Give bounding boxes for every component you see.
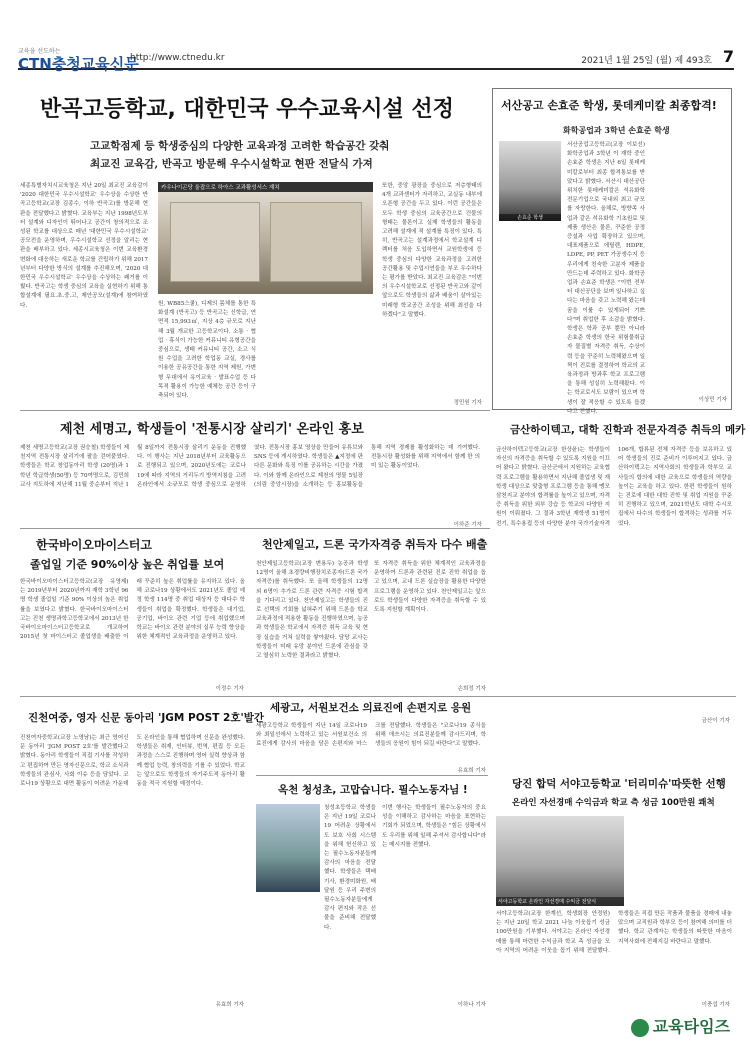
lead-body-col1: 세종특별자치시교육청은 지난 20일 최교진 교육감이 '2020 대한민국 우수시설학교' 우수상을 수상한 반곡고등학교(교장 김종수, 이하 반곡고)를 방문해 현판을 전달했다고 밝혔다. 교육부는 지난 1998년도부터 설계와 디자인이 뛰어나고 공간이 창의적으로 조성된 학교를 대상으로 매년 '대한민국 우수시설학교' 공모전을 운영하며, 우수시설학교 선정을 알리는 현판을 배부하고 있다. 세종시교육청은 이번 교육환경 변화에 대응하는 새로운 학교를 건립하기 위해 2017년부터 다양한 방식의 설계를 추진해오며, '2020 대한민국 우수시설학교' 우수상을 수상하는 쾌거를 이뤘다. 반곡고는 학생 중심의 교육을 실현하기 위해 통합설계에 필요.초.중.고, 제안공모(설계)에 참여하였다. <box>20 183 148 309</box>
row4-right-byline: 이충섭 기자 <box>701 1002 730 1008</box>
row2-left-headline: 제천 세명고, 학생들이 '전통시장 살리기' 온라인 홍보 <box>60 422 364 437</box>
row4-mid2-byline: 이하나 기자 <box>457 1002 486 1008</box>
row3-left-subhead: 졸업일 기준 90%이상 높은 취업률 보여 <box>30 558 225 571</box>
top-right-headline: 서산공고 손효준 학생, 롯데케미칼 최종합격! <box>501 99 717 112</box>
top-right-body-col2 <box>653 141 727 393</box>
row4-left-byline: 유효희 기자 <box>215 1002 244 1008</box>
lead-byline: 정민원 기자 <box>453 400 482 406</box>
row4-mid-body: 세광고등학교 학생들이 지난 14일 코로나19와 최일선에서 노력하고 있는 서원보건소 의료진에게 감사의 마음을 담은 손편지와 마스크를 전달했다. 학생들은 "코로나19 종식을 위해 애쓰시는 의료진분들께 감사드리며, 학생들의 응원이 힘이 되길 바란다"고 말했다. <box>256 723 486 748</box>
row3-mid-body-2: 또 자격증 취득을 위한 체계적인 교육과정을 운영하여 드론과 관련된 진로 진학 취업을 돕고 있으며, 교내 드론 실습장을 활용한 다양한 프로그램을 운영하고 있다. 천안제일고는 앞으로도 학생들이 다양한 자격증을 취득할 수 있도록 지원할 계획이다. <box>374 561 486 614</box>
top-right-subhead: 화학공업과 3학년 손효준 학생 <box>563 125 670 135</box>
lead-subhead-2: 최교진 교육감, 반곡고 방문해 우수시설학교 현판 전달식 가져 <box>90 158 373 170</box>
top-right-byline: 이상민 기자 <box>698 397 727 403</box>
top-right-photo-caption: 손효준 학생 <box>499 214 561 221</box>
lead-body-col3 <box>264 300 372 400</box>
row4-right-headline: 당진 합덕 서야고등학교 '터리미슈'따뜻한 선행 <box>512 778 726 790</box>
lead-body-col4: 또한, 중앙 광장을 중심으로 저층형태의 4개 교과센터가 자리하고, 교실동 내부에 오픈형 공간을 두고 있다. 이런 공간들은 모두 학생 중심의 교육공간으로 건물의 형태는 물론이고 실제 학생들의 활동을 고려해 설계에 적 설계를 특징이 있다. 특히, 반곡고는 설계과정에서 학교설계 디렉터를 처음 도입하면서 교원학생에 등 학생 중심의 다양한 교육과정을 고려한 공간활용 및 수업시연들을 부조 우수하다는 평가를 받았다. 최교진 교육감은 "이번의 우수시설학교로 선정된 반곡고와 같이 앞으로도 학생들의 삶과 배움이 살아있는 미래형 학교공간 조성을 위해 최선을 다하겠다"고 말했다. <box>382 183 482 318</box>
row3-mid-byline: 손희정 기자 <box>457 686 486 692</box>
footer-logo: 교육타임즈 <box>631 1014 730 1037</box>
row3-mid-body: 천안제일고등학교(교장 변용두) 농공과 학생 12명이 올해 초경량비행장치조종자(드론 국가자격증)를 취득했다. 또 올해 학생들의 12명 외 6명이 추가로 드론 관련 자격증 시험 합격을 기다리고 있다. 천안제일고는 학생들의 진로 선택의 기회를 넓혀주기 위해 드론을 학교교육과정에 적용한 활동을 진행하였으며, 농공과 학생들은 학교에서 자격증 취득 교육 및 현장 실습을 거쳐 실력을 쌓아왔다. 담당 교사는 학생들이 미래 유망 분야인 드론에 관심을 갖고 열심히 노력한 결과라고 밝혔다. <box>256 561 368 660</box>
row4-right-subhead: 온라인 자선경매 수익금과 학교 측 성금 100만원 쾌척 <box>512 798 715 808</box>
row2-left-byline: 이하준 기자 <box>453 522 482 528</box>
row4-mid2-photo <box>256 804 320 892</box>
top-right-article <box>492 88 732 415</box>
row4-left-headline: 진천여중, 영자 신문 동아리 'JGM POST 2호'발간 <box>28 712 264 724</box>
top-right-photo <box>499 141 561 221</box>
row4-right-photo <box>496 816 624 906</box>
row3-mid-headline: 천안제일고, 드론 국가자격증 취득자 다수 배출 <box>262 538 488 551</box>
lead-headline: 반곡고등학교, 대한민국 우수교육시설 선정 <box>40 97 454 122</box>
row4-right-photo-caption: 서야고등학교 온라인 자선경매 수익금 전달식 <box>496 897 624 906</box>
lead-photo <box>158 182 373 294</box>
row2-right-body: 금산하이텍고등학교(교장 한상윤)는 학생들이 자신의 자격증을 취득할 수 있도록 지원을 이끄어 왔다고 밝혔다. 금산군에서 지원하는 교육협력 프로그램을 활용하면서 지난해 졸업생 및 재학생 대상으로 맞춤형 프로그램 등을 통해 맹모삼천지교 분야의 합격률을 높이고 있으며, 자격증 취득을 위한 외부 강습 등 학교의 다양한 지원이 이뤄졌다. 그 결과 3학년 재학생 51명이 전기, 특수용접 등의 다양한 분야 국가기술자격 106개, 합류된 전체 자격증 등을 보유하고 있어 학생들의 진로 준비가 이루어지고 있다. 금산하이텍고는 지역사회의 학생들과 학부모 교사들의 합의에 대한 교육으로 학생들의 역량을 높이는 교육을 하고 있다. 한편 학생들이 원하는 진로에 대한 대학 진학 및 취업 지원을 꾸준히 진행하고 있으며, 2021학년도 대학 수시모집에서 다수의 학생들이 합격하는 성과를 거두었다. <box>496 447 732 527</box>
row2-left-body: 제천 세명고등학교(교장 권승철) 학생들이 제천지역 전통시장 살리기에 팔을 걷어붙였다. 학생들은 학교 창업동아리 학생 (20명)과 1학년 학급학생(50명) 등 70여명으로, 김민희 교사 지도하에 지난해 11월 중순부터 지난 1월 8일까지 전통시장 살리기 운동을 진행했다. 이 행사는 지난 2018년부터 교육활동으로 진행되고 있으며, 2020년도에는 코로나19에 따라 지역의 거리두기 방역지침을 고려 온라인에서 소규모로 학생 중심으로 운영하였다. 전통시장 홍보 영상을 만들어 유튜브와 SNS 등에 게시하였다. 학생들은 ▲지정에 판 다른 문화와 특징 이를 공유하는 시간을 가졌다. 이와 함께 온라인으로 제천의 명물 5일장(의림 중앙시장)을 소개하는 등 홍보활동을 통해 지역 경제를 활성화하는 데 기여했다. 전통시장 활성화를 위해 지역에서 함께 한 의미 있는 활동이었다. <box>20 445 480 488</box>
lead-photo-caption: 카우나이곤당 울잡으로 하아스 교과활성서스 재치 <box>158 182 373 192</box>
footer-logo-icon <box>631 1019 649 1037</box>
row4-right-body-col2 <box>630 816 732 906</box>
row4-mid2-body-2: 이번 행사는 학생들이 필수노동자의 중요성을 이해하고 감사하는 마음을 표현하는 기회가 되었으며, 학생들은 "힘든 상황에서도 우리를 위해 일해 주셔서 감사합니다"라는 메시지를 전했다. <box>382 805 486 848</box>
newspaper-logo: 교육을 선도하는 CTN충청교육신문 <box>18 48 139 73</box>
row4-right-body: 서야고등학교(교장 한계선, 학생회장 안정원)는 지난 20일 학교 2021 나눔 이웃돕기 성금 100만원을 기부했다. 서야고는 온라인 자선경매를 통해 마련한 수익금과 학교 측 성금을 모아 지역의 어려운 이웃을 돕기 위해 전달했다. 학생들은 직접 만든 작품과 물품을 경매에 내놓았으며 교직원과 학부모 등이 참여해 의미를 더했다. 학교 관계자는 학생들의 따뜻한 마음이 지역사회에 전해지길 바란다고 말했다. <box>496 911 732 954</box>
row3-left-body: 한국바이오마이스터고등학교(교장 유영제)는 2019년부터 2020년까지 재학 3학년 96명 학생 졸업일 기준 90% 이상의 높은 취업률을 보였다고 밝혔다. 한국바이오마이스터고는 진천 생명과학고등학교에서 2013년 한국바이오마이스터고등학교로 개교하여 2015년 첫 마이스터고 졸업생을 배출한 이래 꾸준히 높은 취업률을 유지하고 있다. 올해 코로나19 상황에서도 2021년도 졸업 예정 학생 114명 중 취업 대상자 등 대다수 학생들이 취업을 확정했다. 학생들은 대기업, 공기업, 바이오 관련 기업 등에 취업했으며 학교는 바이오 관련 분야의 실무 능력 향상을 위한 체계적인 교육과정을 운영하고 있다. <box>20 579 245 641</box>
row2-right-byline: 금산이 기자 <box>701 718 730 724</box>
lead-body-col2: 원, WB85스쿨), 디제의 몸체를 통한 특화설계 (반곡고) 등 반곡고는 신학급, 연면적 15,993㎡, 지상 4층 규모로 지난해 3월 개교한 고등학교이다. 소통 · 협업 · 휴식이 가능한 커뮤니티 유형공간을 중심으로, 생태 커뮤니티 공간, 소고 식원 수업을 고려한 학업동 교실, 경사를 이용한 공유공간을 통한 지역 제원, 가변형 무대에서 유이교육 · 발표수업 등 다목적 활용이 가능한 예체능 공간 등이 구축되어 있다. <box>158 301 256 400</box>
row3-left-headline: 한국바이오마이스터고 <box>36 538 152 552</box>
top-right-body: 서산공업고등학교(교장 이보선) 화학공업과 3학년 이 재학 중인 손효준 학생은 지난 6일 롯데케미칼로부터 최종 합격통보를 받았다고 밝혔다. 서산시 대산공단 위치한 롯데케미칼은 석유화학 전문기업으로 국내외 최고 규모를 자랑한다. 올해로, 방향족 사업과 같은 석유화학 기초원료 및 제품 생산은 물론, 꾸준한 공정 증설과 사업 확장하고 있으며, 대표제품으로 에틸렌, HDPE, LDPE, PP, PET 가공생수지 등 우리에게 친숙한 고분자 제품을 만드는데 주력하고 있다. 화학공업과 손효준 학생은 "이번 전부터 대신공단을 보며 일나하고 싶다는 마음을 갖고 노력해 왔는데 꿈을 이룰 수 있게되어 기쁘다"며 취업한 후 소감을 밝혔다. 학생은 학과 공부 뿐만 아니라 손효준 학생의 한국 위험물취급자 물질별 자격증 취득, 수상이력 등을 꾸준히 노력해왔으며 일찍이 진로를 결정하여 학교의 교육과정과 방과후 학교 프로그램을 통해 성실히 노력해왔다. 이는 학교로서도 보람이 있으며 학생이 잘 적응할 수 있도록 돕겠다고 전했다. <box>567 142 645 415</box>
row2-right-headline: 금산하이텍고, 대학 진학과 전문자격증 취득의 메카 <box>510 424 746 436</box>
site-url: http://www.ctnedu.kr <box>130 53 225 63</box>
lead-subhead-1: 고교학점제 등 학생중심의 다양한 교육과정 고려한 학습공간 갖춰 <box>90 140 390 152</box>
row4-mid-headline: 세광고, 서원보건소 의료진에 손편지로 응원 <box>270 702 472 714</box>
row4-mid2-headline: 옥천 청성초, 고맙습니다. 필수노동자님 ! <box>278 784 468 796</box>
row4-mid-byline: 유효희 기자 <box>457 768 486 774</box>
masthead <box>18 44 734 73</box>
row4-left-body: 진천여자중학교(교장 노영남)는 최근 영어신문 동아리 'JGM POST 2호'를 발간했다고 밝혔다. 동아리 학생들이 직접 기사를 작성하고 편집하여 만든 영자신문으로, 학교 소식과 학생들의 관심사, 사회 이슈 등을 담았다. 코로나19 상황으로 대면 활동이 어려운 가운데도 온라인을 통해 협업하며 신문을 완성했다. 학생들은 취재, 인터뷰, 번역, 편집 등 모든 과정을 스스로 진행하며 영어 실력 향상과 함께 협업 능력, 창의력을 기를 수 있었다. 학교는 앞으로도 학생들의 자기주도적 동아리 활동을 적극 지원할 예정이다. <box>20 735 245 788</box>
row4-mid2-body: 청성초등학교 학생들은 지난 19일 코로나19 어려운 상황에서도 보호 사회 시스템을 위해 헌신하고 있는 필수노동자분들께 감사의 마음을 전달했다. 학생들은 택배기사, 환경미화원, 배달원 등 우리 주변의 필수노동자분들에게 감사 편지와 작은 선물을 준비해 전달했다. <box>324 805 376 931</box>
row3-left-byline: 이정수 기자 <box>215 686 244 692</box>
issue-date: 2021년 1월 25일 (월) 제 493호 <box>581 56 712 66</box>
page-number: 7 <box>722 47 734 66</box>
